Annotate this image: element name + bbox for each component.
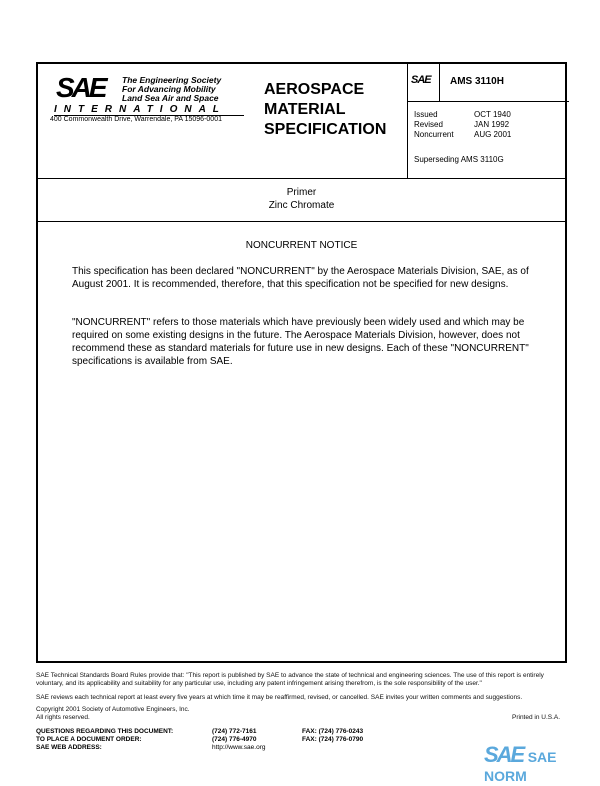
paragraph: This specification has been declared "NONCURRENT" by the Aerospace Materials Division, SAE, as of August 2001. It is recommended, therefore, that this specification not be specified for new designs. <box>72 266 529 290</box>
divider <box>439 64 440 101</box>
contact-fax: FAX: (724) 776-0790 <box>302 736 364 743</box>
title-line: MATERIAL <box>264 101 346 118</box>
doc-number-cell <box>408 64 569 102</box>
notice-title: NONCURRENT NOTICE <box>245 240 358 251</box>
contact-phone: (724) 776-4970 <box>212 736 257 743</box>
watermark-text: SAE NORM <box>484 749 557 784</box>
sae-small-logo: SAE <box>411 74 431 86</box>
sae-norm-watermark <box>484 742 600 786</box>
title-line: SPECIFICATION <box>264 121 387 138</box>
title-line: AEROSPACE <box>264 81 365 98</box>
date-noncurrent: Noncurrent AUG 2001 <box>414 130 512 139</box>
doc-type-title <box>264 80 386 140</box>
society-tagline <box>122 76 221 103</box>
document-frame <box>36 62 567 663</box>
date-issued: Issued OCT 1940 <box>414 110 511 119</box>
paragraph: "NONCURRENT" refers to those materials which have previously been widely used and which may be required on some existing designs in the future. The Aerospace Materials Division, however, does not recommend these as standard materials for future use in new designs. Each of these "NONCURRENT" specifications is available from SAE. <box>72 317 529 367</box>
international-text: INTERNATIONAL <box>54 104 244 116</box>
contact-label: SAE WEB ADDRESS: <box>36 744 102 751</box>
printed-in: Printed in U.S.A. <box>512 714 561 721</box>
rights: All rights reserved. <box>36 714 90 721</box>
sae-logo-text: SAE <box>56 72 105 103</box>
tagline-1: The Engineering Society <box>122 75 222 85</box>
contact-label: TO PLACE A DOCUMENT ORDER: <box>36 736 142 743</box>
web-address[interactable]: http://www.sae.org <box>212 744 266 751</box>
supersedes: Superseding AMS 3110G <box>414 155 504 164</box>
contact-phone: (724) 772-7161 <box>212 728 257 735</box>
header <box>38 64 565 179</box>
copyright: Copyright 2001 Society of Automotive Engineers, Inc. <box>36 706 190 713</box>
address: 400 Commonwealth Drive, Warrendale, PA 15096-0001 <box>50 116 222 123</box>
tagline-3: Land Sea Air and Space <box>122 93 219 103</box>
doc-number: AMS 3110H <box>450 76 504 87</box>
subject-line: Primer <box>286 187 317 198</box>
contact-fax: FAX: (724) 776-0243 <box>302 728 364 735</box>
subject-line: Zinc Chromate <box>268 200 335 211</box>
footer-review: SAE reviews each technical report at least every five years at which time it may be reaffirmed, revised, or cancelled. SAE invites your written comments and suggestions. <box>36 694 523 701</box>
dates-block <box>414 110 511 140</box>
contact-label: QUESTIONS REGARDING THIS DOCUMENT: <box>36 728 174 735</box>
watermark-logo: SAE <box>484 742 524 767</box>
tagline-2: For Advancing Mobility <box>122 84 216 94</box>
date-revised: Revised JAN 1992 <box>414 120 510 129</box>
subject <box>38 178 565 222</box>
footer-rules: SAE Technical Standards Board Rules provide that: "This report is published by SAE to advance the state of technical and engineering sciences. The use of this report is entirely voluntary, and its applicability and suitability for any particular use, including any patent infringement arising therefrom, is the sole responsibility of the user." <box>36 672 544 687</box>
